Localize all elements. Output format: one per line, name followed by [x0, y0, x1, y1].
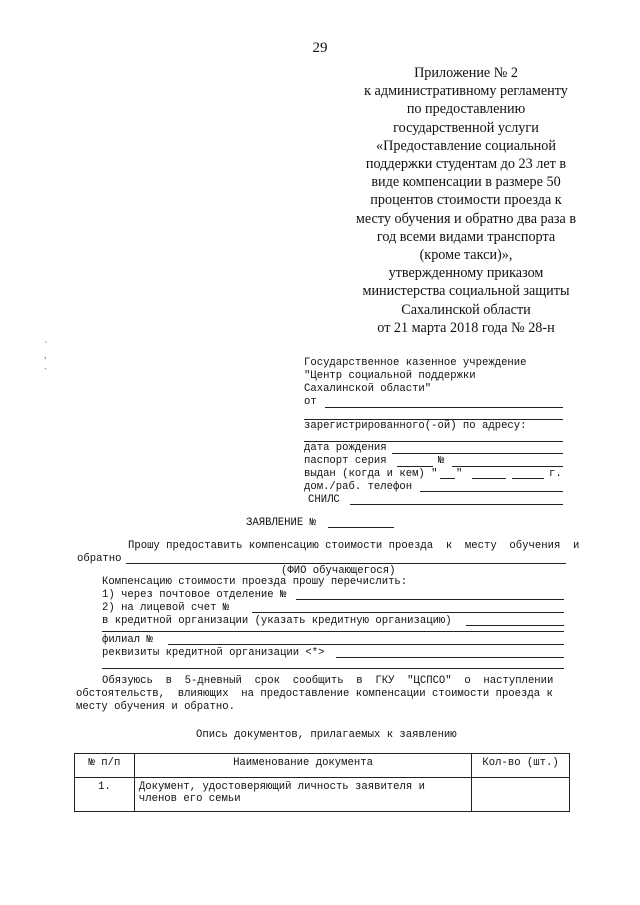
appendix-line: утвержденному приказом	[388, 265, 544, 282]
issued-day-field-line[interactable]	[440, 478, 455, 479]
statement-title: ЗАЯВЛЕНИЕ №	[246, 517, 316, 529]
issued-year-field-line[interactable]	[512, 478, 544, 479]
requisites-field-line[interactable]	[336, 657, 564, 658]
appendix-line: Сахалинской области	[401, 301, 531, 318]
row-document-name-line1: Документ, удостоверяющий личность заявителя и	[138, 781, 425, 793]
fio-hint: (ФИО обучающегося)	[281, 565, 396, 577]
year-suffix: г.	[549, 468, 562, 480]
org-name-line2: "Центр социальной поддержки	[304, 370, 476, 382]
row-document-name	[134, 778, 471, 812]
appendix-header	[318, 64, 614, 337]
org-name-line1: Государственное казенное учреждение	[304, 357, 527, 369]
phone-field-line[interactable]	[420, 491, 563, 492]
appendix-line: к административному регламенту	[364, 83, 568, 100]
passport-number-field-line[interactable]	[452, 466, 563, 467]
statement-number-field-line[interactable]	[328, 527, 394, 528]
column-header-quantity: Кол-во (шт.)	[472, 754, 570, 778]
issued-month-field-line[interactable]	[472, 478, 506, 479]
birth-date-label: дата рождения	[304, 442, 387, 454]
obligation-line1: Обязуюсь в 5-дневный срок сообщить в ГКУ "ЦСПСО" о наступлении	[102, 675, 554, 687]
snils-field-line[interactable]	[350, 504, 563, 505]
appendix-line: месту обучения и обратно два раза в	[355, 210, 577, 227]
row-number: 1.	[75, 778, 135, 812]
inventory-table	[74, 753, 570, 812]
snils-label: СНИЛС	[308, 494, 340, 506]
credit-organization-field-line[interactable]	[466, 625, 564, 626]
passport-series-label: паспорт серия	[304, 455, 387, 467]
passport-number-label: №	[438, 455, 445, 467]
option-personal-account: 2) на лицевой счет №	[102, 602, 230, 614]
page-number: 29	[312, 40, 328, 56]
personal-account-field-line[interactable]	[252, 612, 564, 613]
appendix-line: виде компенсации в размере 50	[371, 174, 561, 191]
phone-label: дом./раб. телефон	[304, 481, 413, 493]
issued-quote-close: "	[456, 468, 463, 480]
from-label: от	[304, 396, 317, 408]
student-fio-field-line[interactable]	[126, 563, 566, 564]
row-document-name-line2: членов его семьи	[138, 793, 241, 805]
appendix-line: процентов стоимости проезда к	[370, 192, 562, 209]
row-quantity[interactable]	[472, 778, 570, 812]
option-post-office: 1) через почтовое отделение №	[102, 589, 287, 601]
appendix-line: поддержки студентам до 23 лет в	[365, 156, 567, 173]
obligation-line3: месту обучения и обратно.	[76, 701, 235, 713]
appendix-line: государственной услуги	[393, 119, 539, 136]
post-office-field-line[interactable]	[296, 599, 564, 600]
requisites-label: реквизиты кредитной организации <*>	[102, 647, 325, 659]
passport-series-field-line[interactable]	[397, 466, 433, 467]
appendix-line: год всеми видами транспорта	[376, 228, 556, 245]
table-row	[75, 778, 570, 812]
column-header-document: Наименование документа	[134, 754, 471, 778]
transfer-label: Компенсацию стоимости проезда прошу перечислить:	[102, 576, 408, 588]
obligation-line2: обстоятельств, влияющих на предоставление компенсации стоимости проезда к	[76, 688, 553, 700]
from-field-line[interactable]	[325, 407, 563, 408]
column-header-number: № п/п	[75, 754, 135, 778]
table-header-row	[75, 754, 570, 778]
credit-organization-label: в кредитной организации (указать кредитную организацию)	[102, 615, 452, 627]
requisites-field-line-2[interactable]	[102, 668, 564, 669]
request-text-line1: Прошу предоставить компенсацию стоимости проезда к месту обучения и	[128, 540, 580, 552]
birth-date-field-line[interactable]	[392, 453, 563, 454]
appendix-line: по предоставлению	[406, 101, 526, 118]
appendix-line: от 21 марта 2018 года № 28-н	[377, 319, 555, 336]
credit-organization-field-line-2[interactable]	[102, 631, 564, 632]
scan-artifact: ˋ , ˎ	[44, 341, 48, 370]
appendix-line: министерства социальной защиты	[362, 283, 570, 300]
appendix-line: «Предоставление социальной	[376, 137, 556, 154]
branch-field-line[interactable]	[168, 644, 564, 645]
registered-address-label: зарегистрированного(-ой) по адресу:	[304, 420, 527, 432]
appendix-line: (кроме такси)»,	[419, 247, 513, 264]
org-name-line3: Сахалинской области"	[304, 383, 432, 395]
inventory-title: Опись документов, прилагаемых к заявлению	[196, 729, 457, 741]
request-text-line2: обратно	[77, 553, 122, 565]
appendix-line: Приложение № 2	[414, 65, 518, 81]
branch-label: филиал №	[102, 634, 153, 646]
issued-label: выдан (когда и кем) "	[304, 468, 438, 480]
